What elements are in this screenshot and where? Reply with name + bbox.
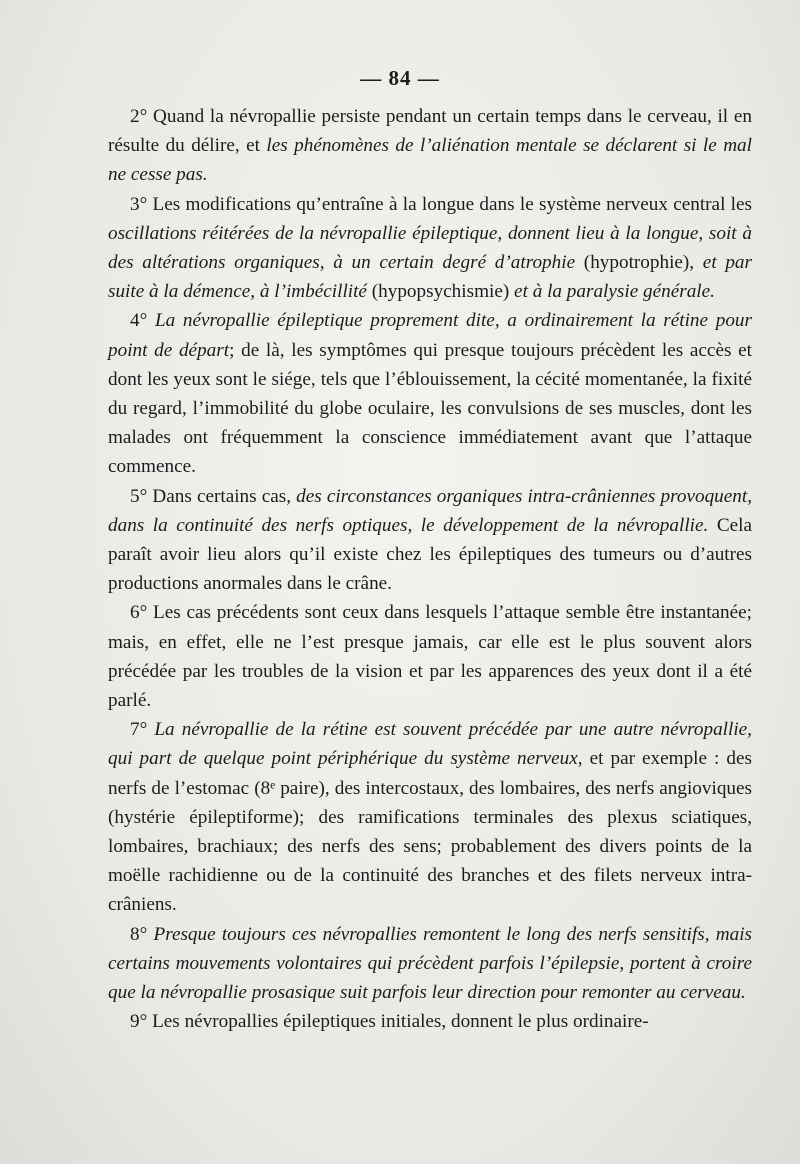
paragraph-8-italic-1: Presque toujours ces névropallies remontent le long des nerfs sensitifs, mais certains mouvements volontaires qui précèdent parfois l’épilepsie, portent à croire que la névropallie prosasique suit parfois leur direction pour remonter au cerveau. [108, 923, 752, 1004]
paragraph-5-text-2: Cela paraît avoir lieu alors qu’il existe chez les épileptiques des tumeurs ou d’autres productions anormales dans le crâne. [108, 514, 752, 595]
paragraph-6-text-1: 6° Les cas précédents sont ceux dans lesquels l’attaque semble être instantanée; mais, en effet, elle ne l’est presque jamais, car elle est le plus souvent alors précédée par les troubles de la vision et par les apparences des yeux dont il a été parlé. [108, 602, 752, 712]
paragraph-4-text-2: ; de là, les symptômes qui presque toujours précèdent les accès et dont les yeux sont le siége, tels que l’éblouissement, la cécité momentanée, la fixité du regard, l’immobilité du globe oculaire, les convulsions de ses muscles, dont les malades ont fréquemment la conscience immédiatement avant que l’attaque commence. [108, 339, 752, 478]
paragraph-4-text-1: 4° [130, 310, 155, 332]
paragraph-9 [108, 1007, 752, 1036]
paragraph-2-text-1: 2° Quand la névropallie persiste pendant un certain temps dans le cerveau, il en résulte du délire, et [108, 106, 752, 157]
paragraph-7-italic-1: La névropallie de la rétine est souvent précédée par une autre névropallie, qui part de quelque point périphérique du système nerveux, [108, 719, 752, 770]
page-number: — 84 — [360, 66, 440, 90]
paragraph-5 [108, 482, 752, 599]
paragraph-3-italic-3: et à la paralysie générale. [514, 281, 715, 303]
paragraph-7-text-2: et par exemple : des nerfs de l’estomac (8ᵉ paire), des intercostaux, des lombaires, des nerfs angioviques (hystérie épileptiforme); des ramifications terminales des plexus sciatiques, lombaires, brachiaux; des nerfs des sens; probablement des divers points de la moëlle rachidienne ou de la continuité des branches et des filets nerveux intra-crâniens. [108, 748, 752, 916]
paragraph-9-text-1: 9° Les névropallies épileptiques initiales, donnent le plus ordinaire- [130, 1011, 649, 1033]
paragraph-8-text-1: 8° [130, 923, 154, 945]
paragraph-4 [108, 306, 752, 481]
paragraph-3-text-2: (hypotrophie), [575, 252, 703, 274]
paragraph-3-italic-1: oscillations réitérées de la névropallie épileptique, donnent lieu à la longue, soit à des altérations organiques, à un certain degré d’atrophie [108, 222, 752, 274]
paragraph-3-italic-2: et par suite à la démence, à l’imbécillité [108, 252, 752, 303]
paragraph-3 [108, 190, 752, 307]
paragraph-2-italic-1: les phénomènes de l’aliénation mentale se déclarent si le mal ne cesse pas. [108, 135, 752, 186]
paragraph-8 [108, 920, 752, 1008]
body-text [108, 102, 752, 1037]
paragraph-6 [108, 598, 752, 715]
paragraph-5-text-1: 5° Dans certains cas, [130, 485, 297, 507]
paragraph-5-italic-1: des circonstances organiques intra-crâniennes provoquent, dans la continuité des nerfs optiques, le développement de la névropallie. [108, 485, 752, 536]
paragraph-3-text-1: 3° Les modifications qu’entraîne à la longue dans le système nerveux central les [130, 193, 752, 215]
paragraph-2 [108, 102, 752, 190]
paragraph-7-text-1: 7° [130, 719, 155, 741]
paragraph-7 [108, 715, 752, 919]
paragraph-3-text-3: (hypopsychismie) [366, 281, 515, 303]
paragraph-4-italic-1: La névropallie épileptique proprement dite, a ordinairement la rétine pour point de départ [108, 310, 752, 361]
